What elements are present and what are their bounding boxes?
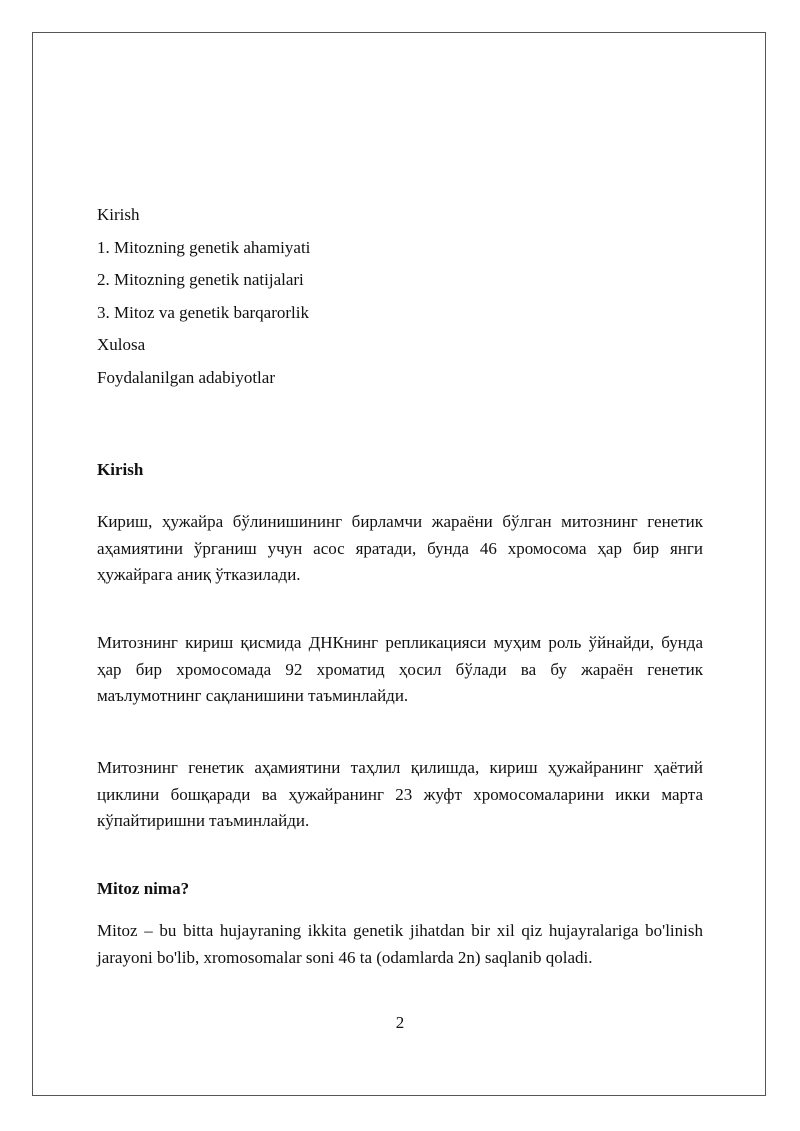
mitoz-paragraph: Mitoz – bu bitta hujayraning ikkita genetik jihatdan bir xil qiz hujayralariga bo'linish jarayoni bo'lib, xromosomalar soni 46 ta (odamlarda 2n) saqlanib qoladi. — [97, 921, 703, 967]
intro-paragraph-1: Кириш, ҳужайра бўлинишининг бирламчи жараёни бўлган митознинг генетик аҳамиятини ўрганиш учун асос яратади, бунда 46 хромосома ҳар бир янги ҳужайрага аниқ ўтказилади. — [97, 512, 703, 584]
toc-item-adabiyotlar: Foydalanilgan adabiyotlar — [97, 367, 275, 387]
intro-paragraph-3: Митознинг генетик аҳамиятини таҳлил қилишда, кириш ҳужайранинг ҳаётий циклини бошқаради ва ҳужайранинг 23 жуфт хромосомаларини икки марта кўпайтиришни таъминлайди. — [97, 758, 703, 830]
intro-paragraph-2: Митознинг кириш қисмида ДНКнинг репликацияси муҳим роль ўйнайди, бунда ҳар бир хромосомада 92 хроматид ҳосил бўлади ва бу жараён генетик маълумотнинг сақланишини таъминлайди. — [97, 633, 703, 705]
intro-heading: Kirish — [97, 460, 144, 479]
toc-item-xulosa: Xulosa — [97, 335, 146, 355]
toc-item-2: 2. Mitozning genetik natijalari — [97, 270, 304, 290]
toc-item-1: 1. Mitozning genetik ahamiyati — [97, 237, 311, 257]
toc-item-3: 3. Mitoz va genetik barqarorlik — [97, 302, 309, 322]
toc-item-kirish: Kirish — [97, 205, 140, 224]
page-number: 2 — [395, 1013, 405, 1032]
mitoz-heading: Mitoz nima? — [97, 879, 190, 898]
table-of-contents — [97, 199, 703, 395]
